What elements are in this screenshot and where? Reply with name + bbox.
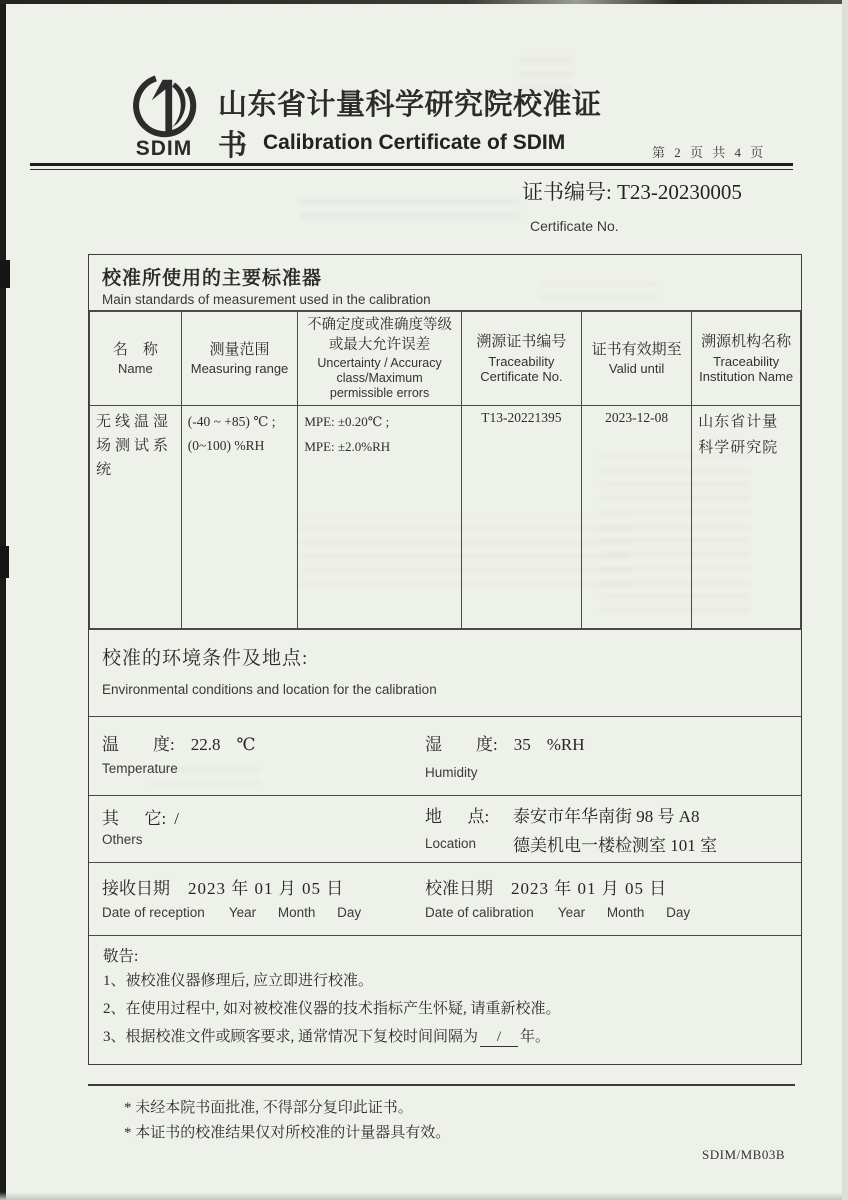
col-header-name: 名 称 Name [90, 312, 182, 406]
humidity-unit: %RH [546, 735, 585, 755]
environment-title-en: Environmental conditions and location for the calibration [102, 682, 437, 698]
sdim-logo-icon [130, 74, 198, 140]
location-value-line1: 泰安市年华南街 98 号 A8 [513, 807, 700, 827]
environment-title-zh: 校准的环境条件及地点: [102, 648, 309, 670]
environment-section-title [89, 629, 801, 716]
standard-mpe: MPE: ±0.20℃ ; MPE: ±2.0%RH [298, 406, 462, 629]
certificate-title-zh: 山东省计量科学研究院校准证书 [218, 89, 602, 162]
humidity-block [425, 730, 585, 780]
bleed-through-artifact [300, 194, 520, 218]
temperature-value: 22.8 [190, 735, 221, 755]
humidity-label-en: Humidity [425, 765, 478, 781]
temperature-unit: ℃ [236, 735, 256, 755]
standards-title-en: Main standards of measurement used in the calibration [102, 292, 431, 307]
dates-row [89, 862, 801, 935]
standard-name: 无线温湿场测试系统 [90, 406, 182, 629]
reception-date-label-zh: 接收日期 [102, 879, 170, 899]
notice-item-1: 1、被校准仪器修理后, 应立即进行校准。 [103, 973, 374, 990]
standards-table-data-row [90, 406, 801, 629]
calibration-date-block [425, 874, 690, 920]
notice-title: 敬告: [103, 948, 139, 966]
scan-edge-left [0, 0, 6, 1200]
sdim-logo-text: SDIM [135, 137, 193, 160]
reception-date-block [102, 874, 361, 920]
header-divider [30, 163, 793, 170]
form-code: SDIM/MB03B [702, 1147, 786, 1162]
footer-note-2: * 本证书的校准结果仅对所校准的计量器具有效。 [124, 1125, 451, 1141]
notice-item-3: 3、根据校准文件或顾客要求, 通常情况下复校时间间隔为 / 年。 [103, 1028, 551, 1045]
location-block [425, 802, 717, 856]
temperature-humidity-row [89, 716, 801, 795]
standard-institution: 山东省计量科学研究院 [692, 406, 801, 629]
others-label-en: Others [102, 832, 143, 848]
location-value-line2: 德美机电一楼检测室 101 室 [513, 836, 717, 856]
notice-item-2: 2、在使用过程中, 如对被校准仪器的技术指标产生怀疑, 请重新校准。 [103, 1000, 561, 1017]
others-value: / [174, 809, 179, 829]
page-number: 第 2 页 共 4 页 [652, 145, 767, 160]
others-label-zh: 其 它: [102, 809, 167, 829]
certificate-number: 证书编号: T23-20230005 [522, 180, 742, 204]
scan-edge-left-bump [0, 546, 9, 578]
col-header-measuring-range: 测量范围 Measuring range [181, 312, 298, 406]
location-label-zh: 地 点: [425, 807, 490, 827]
humidity-value: 35 [513, 735, 531, 755]
standards-table-section [89, 310, 801, 629]
certificate-title-en: Calibration Certificate of SDIM [263, 131, 566, 154]
scan-edge-right [842, 0, 848, 1200]
footer-note-1: * 未经本院书面批准, 不得部分复印此证书。 [124, 1100, 413, 1116]
scan-edge-left-bump [0, 260, 10, 288]
standard-valid-until: 2023-12-08 [581, 406, 691, 629]
reception-date-units-en: Year Month Day [228, 905, 362, 921]
standards-title-zh: 校准所使用的主要标准器 [102, 268, 323, 289]
standards-table [89, 311, 801, 629]
reception-date-label-en: Date of reception [102, 905, 205, 921]
location-label-en: Location [425, 836, 477, 852]
calibration-date-units-en: Year Month Day [557, 905, 691, 921]
calibration-date-label-zh: 校准日期 [425, 879, 493, 899]
certificate-body [88, 254, 802, 1065]
standard-traceability-no: T13-20221395 [461, 406, 581, 629]
col-header-traceability-no: 溯源证书编号 Traceability Certificate No. [461, 312, 581, 406]
calibration-date-value: 2023 年 01 月 05 日 [511, 879, 668, 899]
standards-table-header-row [90, 312, 801, 406]
scan-edge-top [0, 0, 848, 4]
humidity-label-zh: 湿 度: [425, 735, 498, 755]
others-block [102, 804, 179, 847]
temperature-label-zh: 温 度: [102, 735, 175, 755]
footer-divider [88, 1084, 795, 1086]
certificate-number-label-en: Certificate No. [530, 218, 619, 234]
col-header-institution: 溯源机构名称 Traceability Institution Name [692, 312, 801, 406]
temperature-block [102, 730, 256, 776]
temperature-label-en: Temperature [102, 761, 178, 777]
reception-date-value: 2023 年 01 月 05 日 [188, 879, 345, 899]
col-header-uncertainty: 不确定度或准确度等级或最大允许误差 Uncertainty / Accuracy class/Maximum permissible errors [298, 312, 462, 406]
notice-section [89, 935, 801, 1064]
calibration-date-label-en: Date of calibration [425, 905, 534, 921]
standards-section-title [89, 255, 801, 310]
standard-measuring-range: (-40 ~ +85) ℃ ; (0~100) %RH [181, 406, 298, 629]
scan-edge-bottom [0, 1192, 848, 1200]
recalibration-interval-blank: / [480, 1029, 518, 1047]
col-header-valid-until: 证书有效期至 Valid until [581, 312, 691, 406]
others-location-row [89, 795, 801, 862]
